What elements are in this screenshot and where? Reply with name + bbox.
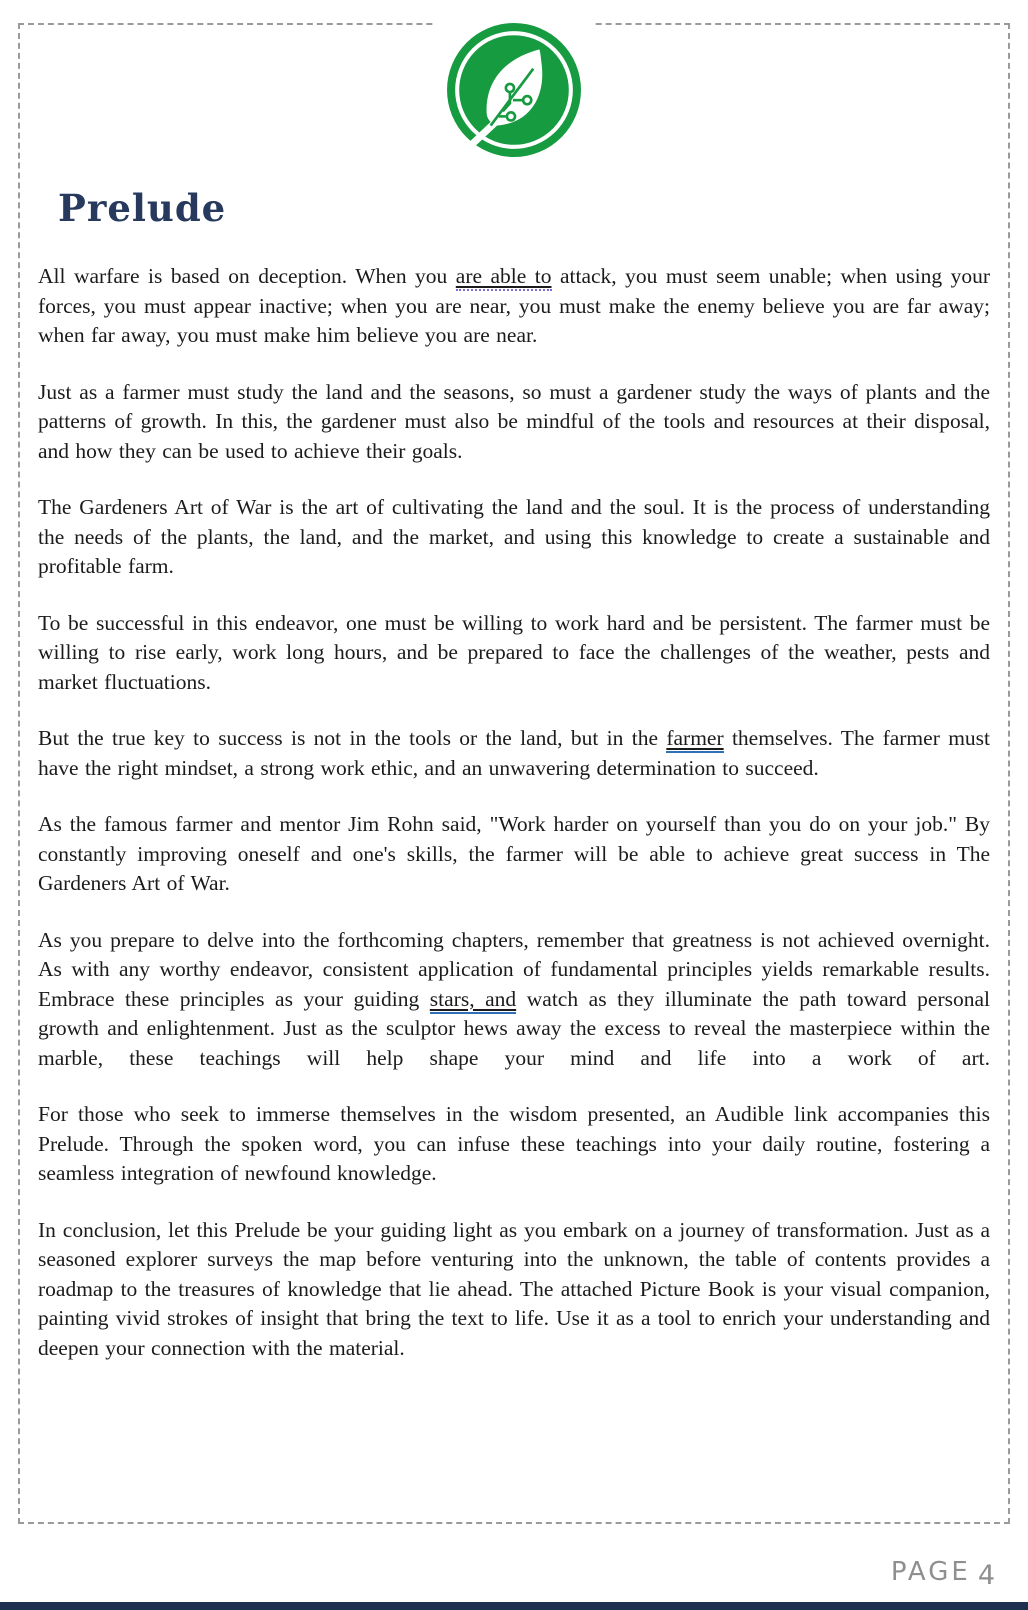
paragraph [38,1100,990,1189]
link-phrase[interactable]: are able to [456,264,552,291]
paragraph [38,926,990,1074]
text-run: The Gardeners Art of War is the art of cultivating the land and the soul. It is the process of understanding the needs of the plants, the land, and the market, and using this knowledge to create a sustainable and profitable farm. [38,495,990,578]
page-title: Prelude [58,186,227,230]
text-run: But the true key to success is not in the tools or the land, but in the [38,726,667,750]
text-run: themselves. The farmer must have the right mindset, a strong work ethic, and an unwavering determination to succeed. [38,726,991,780]
link-phrase[interactable]: farmer [666,726,723,753]
paragraph [38,262,990,351]
text-run: As you prepare to delve into the forthcoming chapters, remember that greatness is not achieved overnight. As with any worthy endeavor, consistent application of fundamental principles yields remarkable results. Embrace these principles as your guiding [38,927,990,1011]
text-run: All warfare is based on deception. When you [38,264,456,288]
page-label: PAGE [890,1557,971,1587]
paragraph [38,810,990,899]
link-phrase[interactable]: stars, and [430,987,516,1014]
text-run: In conclusion, let this Prelude be your guiding light as you embark on a journey of transformation. Just as a seasoned explorer surveys the map before venturing into the unknown, the table of contents provides a roadmap to the treasures of knowledge that lie ahead. The attached Picture Book is your visual companion, painting vivid strokes of insight that bring the text to life. Use it as a tool to enrich your understanding and deepen your connection with the material. [38,1217,990,1360]
text-run: attack, you must seem unable; when using your forces, you must appear inactive; when you are near, you must make the enemy believe you are far away; when far away, you must make him believe you are near. [38,264,991,347]
page-content [38,0,990,1390]
paragraphs [38,262,990,1363]
paragraph [38,724,990,783]
paragraph [38,1216,990,1364]
paragraph [38,493,990,582]
paragraph [38,378,990,467]
text-run: To be successful in this endeavor, one must be willing to work hard and be persistent. The farmer must be willing to rise early, work long hours, and be prepared to face the challenges of the weather, pests and market fluctuations. [38,610,990,694]
text-run: As the famous farmer and mentor Jim Rohn said, "Work harder on yourself than you do on your job." By constantly improving oneself and one's skills, the farmer will be able to achieve great success in The Gardeners Art of War. [38,812,990,895]
paragraph [38,609,990,698]
text-run: For those who seek to immerse themselves in the wisdom presented, an Audible link accompanies this Prelude. Through the spoken word, you can infuse these teachings into your daily routine, fostering a seamless integration of newfound knowledge. [38,1102,990,1185]
page-number: 4 [977,1560,998,1591]
page-number-footer [890,1556,998,1591]
bottom-accent-bar [0,1602,1028,1610]
text-run: watch as they illuminate the path toward personal growth and enlightenment. Just as the sculptor hews away the excess to reveal the masterpiece within the marble, these teachings will help shape your mind and life into a work of art. [38,986,990,1070]
text-run: Just as a farmer must study the land and the seasons, so must a gardener study the ways of plants and the patterns of growth. In this, the gardener must also be mindful of the tools and resources at their disposal, and how they can be used to achieve their goals. [38,379,990,463]
